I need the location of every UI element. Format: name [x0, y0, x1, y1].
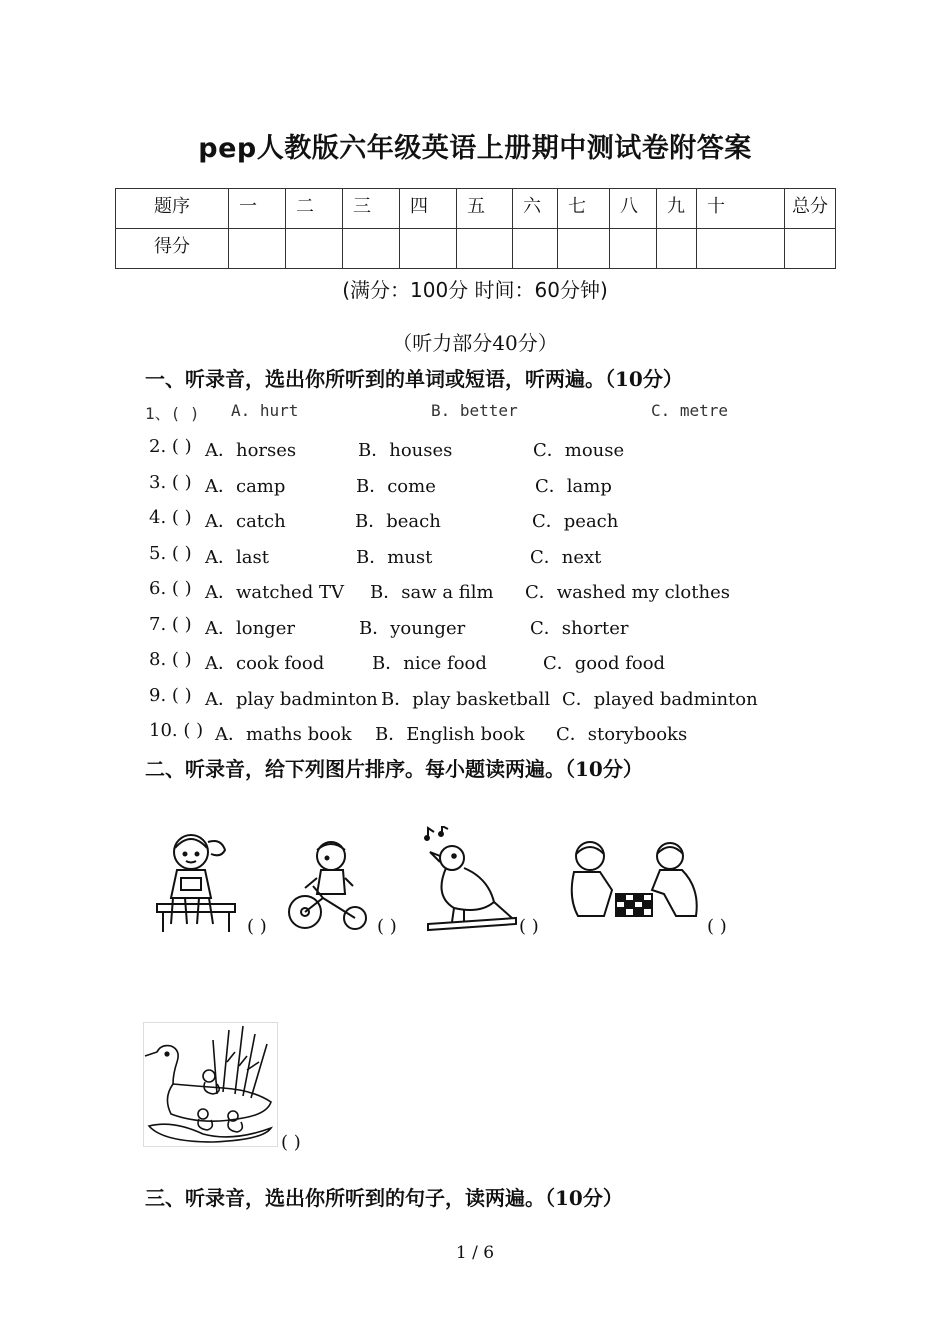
score-cell[interactable] — [657, 229, 697, 269]
option-c: C．played badminton — [562, 689, 758, 710]
question-number[interactable]: 3. ( ) — [149, 472, 192, 493]
score-cell[interactable] — [286, 229, 343, 269]
answer-paren[interactable]: ( ) — [519, 916, 539, 937]
option-a: A．last — [205, 547, 269, 568]
row-label-cell: 得分 — [116, 229, 229, 269]
answer-paren[interactable]: ( ) — [247, 916, 267, 937]
option-a: A．catch — [205, 511, 286, 532]
question-row — [0, 543, 950, 569]
option-b: B．English book — [375, 724, 525, 745]
question-number[interactable]: 4. ( ) — [149, 507, 192, 528]
girl-reading-icon — [155, 828, 240, 934]
question-number[interactable]: 5. ( ) — [149, 543, 192, 564]
page-title: pep人教版六年级英语上册期中测试卷附答案 — [198, 133, 752, 164]
header-cell: 八 — [610, 189, 657, 229]
option-b: B．must — [356, 547, 433, 568]
section2-title: 二、听录音，给下列图片排序。每小题读两遍。（10分） — [145, 757, 643, 781]
score-table-header-row — [116, 189, 836, 229]
option-b: B．play basketball — [381, 689, 551, 710]
header-cell: 三 — [343, 189, 400, 229]
question-number[interactable]: 6. ( ) — [149, 578, 192, 599]
boys-chess-icon — [564, 838, 704, 924]
score-cell[interactable] — [558, 229, 610, 269]
question-number[interactable]: 7. ( ) — [149, 614, 192, 635]
score-table — [115, 188, 836, 269]
header-cell: 五 — [457, 189, 513, 229]
header-cell: 二 — [286, 189, 343, 229]
option-c: C．washed my clothes — [525, 582, 730, 603]
header-cell: 七 — [558, 189, 610, 229]
option-b: B. better — [431, 401, 518, 420]
header-cell: 十 — [697, 189, 785, 229]
option-c: C．next — [530, 547, 602, 568]
score-cell[interactable] — [785, 229, 836, 269]
header-cell: 四 — [400, 189, 457, 229]
score-table-score-row — [116, 229, 836, 269]
boy-tricycle-icon — [283, 836, 373, 934]
question-number[interactable]: 2. ( ) — [149, 436, 192, 457]
header-cell: 六 — [513, 189, 558, 229]
question-row — [0, 649, 950, 675]
option-c: C．lamp — [535, 476, 612, 497]
option-b: B．saw a film — [370, 582, 494, 603]
option-a: A．horses — [205, 440, 297, 461]
question-row — [0, 401, 950, 427]
answer-paren[interactable]: ( ) — [707, 916, 727, 937]
score-cell[interactable] — [457, 229, 513, 269]
option-a: A．longer — [205, 618, 295, 639]
question-row — [0, 578, 950, 604]
question-row — [0, 720, 950, 746]
option-c: C．good food — [543, 653, 666, 674]
score-cell[interactable] — [610, 229, 657, 269]
header-cell: 一 — [229, 189, 286, 229]
score-cell[interactable] — [400, 229, 457, 269]
option-b: B．younger — [359, 618, 466, 639]
option-a: A．watched TV — [205, 582, 344, 603]
header-cell: 题序 — [116, 189, 229, 229]
question-row — [0, 507, 950, 533]
option-b: B．houses — [358, 440, 453, 461]
score-cell[interactable] — [229, 229, 286, 269]
question-row — [0, 614, 950, 640]
header-cell: 总分 — [785, 189, 836, 229]
question-number[interactable]: 1、( ) — [145, 404, 200, 423]
question-number[interactable]: 9. ( ) — [149, 685, 192, 706]
option-c: C．peach — [532, 511, 619, 532]
option-b: B．nice food — [372, 653, 487, 674]
score-cell[interactable] — [697, 229, 785, 269]
option-b: B．beach — [355, 511, 441, 532]
section1-title: 一、听录音，选出你所听到的单词或短语，听两遍。（10分） — [145, 367, 683, 391]
question-row — [0, 685, 950, 711]
score-cell[interactable] — [343, 229, 400, 269]
question-row — [0, 472, 950, 498]
page-number: 1 / 6 — [455, 1243, 495, 1263]
option-c: C. metre — [651, 401, 729, 420]
score-cell[interactable] — [513, 229, 558, 269]
question-number[interactable]: 10. ( ) — [149, 720, 204, 741]
option-b: B．come — [356, 476, 436, 497]
option-c: C．storybooks — [556, 724, 688, 745]
answer-paren[interactable]: ( ) — [377, 916, 397, 937]
option-a: A．play badminton — [205, 689, 378, 710]
answer-paren[interactable]: ( ) — [281, 1132, 301, 1153]
option-c: C．mouse — [533, 440, 625, 461]
option-c: C．shorter — [530, 618, 629, 639]
question-number[interactable]: 8. ( ) — [149, 649, 192, 670]
singing-bird-icon — [424, 826, 519, 934]
duck-family-icon — [143, 1022, 278, 1147]
question-row — [0, 436, 950, 462]
header-cell: 九 — [657, 189, 697, 229]
listening-part-label: （听力部分40分） — [392, 331, 558, 355]
option-a: A．maths book — [215, 724, 352, 745]
exam-info: (满分：100分 时间：60分钟) — [342, 278, 608, 302]
option-a: A．camp — [205, 476, 286, 497]
option-a: A. hurt — [231, 401, 299, 420]
option-a: A．cook food — [205, 653, 325, 674]
section3-title: 三、听录音，选出你所听到的句子，读两遍。（10分） — [145, 1186, 623, 1210]
